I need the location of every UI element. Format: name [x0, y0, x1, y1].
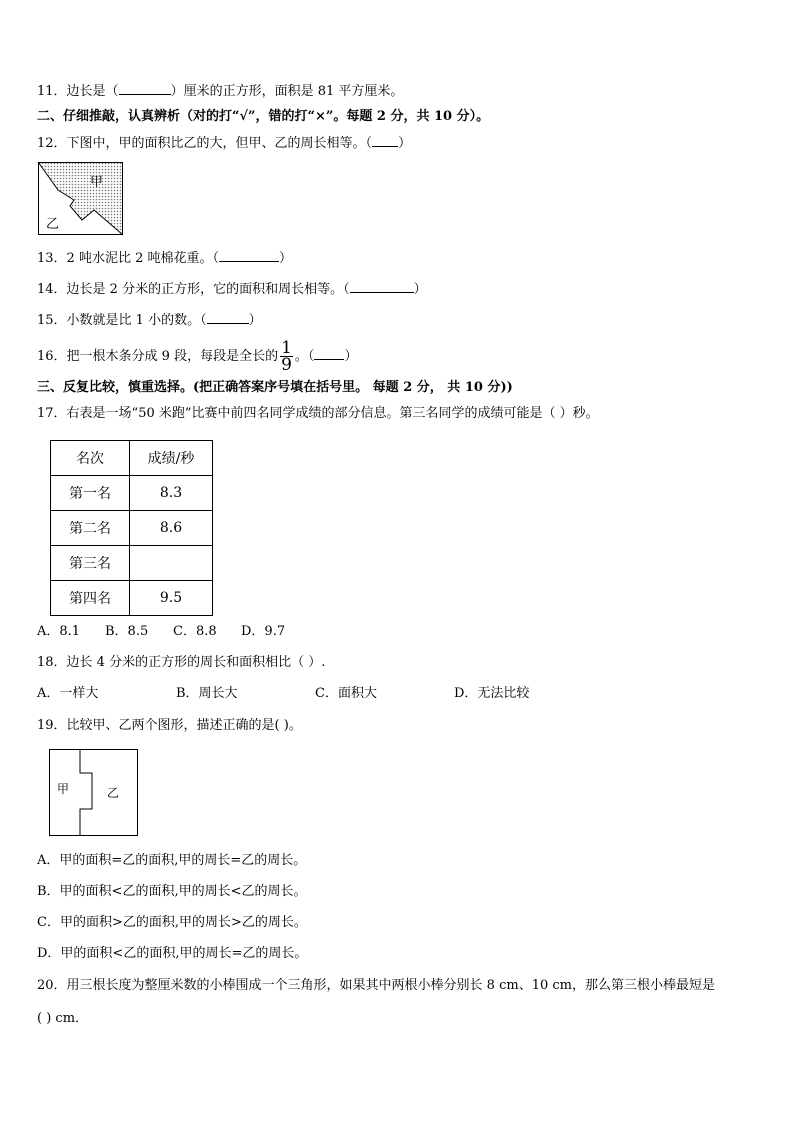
table-row [51, 511, 213, 546]
question-17 [37, 405, 599, 423]
question-number: 13． [37, 251, 67, 266]
question-text: 边长是 2 分米的正方形，它的面积和周长相等。（ [66, 282, 350, 297]
question-19 [37, 717, 302, 735]
answer-blank[interactable] [119, 82, 171, 95]
option-d[interactable]: D．甲的面积<乙的面积,甲的周长=乙的周长。 [37, 946, 308, 961]
question-text: 用三根长度为整厘米数的小棒围成一个三角形，如果其中两根小棒分别长 8 cm、10 cm，那么第三根小棒最短是 [66, 978, 715, 993]
question-number: 16． [37, 349, 67, 364]
question-text: 2 吨水泥比 2 吨棉花重。（ [66, 251, 219, 266]
question-16 [37, 340, 357, 373]
section-2-title: 二、仔细推敲，认真辨析（对的打“√”，错的打“×”。每题 2 分，共 10 分）。 [37, 109, 490, 124]
question-number: 18． [37, 655, 67, 670]
option-d[interactable]: D．无法比较 [454, 686, 530, 701]
label-yi: 乙 [107, 786, 120, 800]
question-text: 边长 4 分米的正方形的周长和面积相比（ ）. [66, 655, 326, 670]
question-18 [37, 654, 325, 672]
question-20-answer[interactable]: ( ) cm． [37, 1011, 89, 1026]
table-cell: 第一名 [51, 476, 130, 511]
label-jia: 甲 [90, 175, 104, 190]
question-11 [37, 82, 403, 101]
table-cell: 第三名 [51, 546, 130, 581]
option-a[interactable]: A．甲的面积=乙的面积,甲的周长=乙的周长。 [37, 853, 307, 868]
option-c[interactable]: C．8.8 [173, 624, 217, 639]
question-text: 右表是一场“50 米跑”比赛中前四名同学成绩的部分信息。第三名同学的成绩可能是（ ）秒。 [66, 406, 599, 421]
question-14 [37, 280, 427, 299]
question-18-options [37, 685, 529, 703]
question-15 [37, 311, 262, 330]
table-cell: 9.5 [130, 581, 213, 616]
option-c[interactable]: C．面积大 [315, 686, 377, 701]
question-text: ）厘米的正方形，面积是 81 平方厘米。 [170, 84, 404, 99]
table-row [51, 581, 213, 616]
fraction-numerator: 1 [281, 338, 292, 358]
question-text: 比较甲、乙两个图形，描述正确的是( )。 [66, 718, 302, 733]
question-number: 19． [37, 718, 67, 733]
answer-blank[interactable] [207, 311, 249, 324]
option-b[interactable]: B．周长大 [176, 686, 238, 701]
question-number: 17． [37, 406, 67, 421]
close-paren: ） [344, 349, 358, 364]
question-13 [37, 249, 292, 268]
table-cell: 8.3 [130, 476, 213, 511]
option-a[interactable]: A．8.1 [37, 624, 81, 639]
question-20 [37, 977, 715, 995]
score-table [50, 440, 213, 616]
question-17-options [37, 623, 285, 641]
question-number: 15． [37, 313, 67, 328]
question-text: 下图中，甲的面积比乙的大，但甲、乙的周长相等。（ [66, 136, 373, 151]
option-b[interactable]: B．甲的面积<乙的面积,甲的周长<乙的周长。 [37, 884, 307, 899]
close-paren: ） [413, 282, 427, 297]
fraction-denominator: 9 [281, 355, 292, 375]
label-jia: 甲 [57, 782, 70, 796]
figure-19 [49, 749, 139, 837]
table-header-row [51, 441, 213, 476]
question-number: 20． [37, 978, 67, 993]
answer-blank[interactable] [219, 249, 279, 262]
question-number: 14． [37, 282, 67, 297]
table-row [51, 476, 213, 511]
table-cell: 第四名 [51, 581, 130, 616]
option-c[interactable]: C．甲的面积>乙的面积,甲的周长>乙的周长。 [37, 915, 307, 930]
close-paren: ） [398, 136, 412, 151]
label-yi: 乙 [46, 217, 60, 232]
close-paren: ） [279, 251, 293, 266]
option-b[interactable]: B．8.5 [105, 624, 149, 639]
table-row [51, 546, 213, 581]
table-cell: 第二名 [51, 511, 130, 546]
fraction-one-ninth [280, 340, 293, 373]
table-cell: 8.6 [130, 511, 213, 546]
question-number: 11． [37, 84, 67, 99]
question-text: 边长是（ [66, 84, 119, 99]
answer-blank[interactable] [350, 280, 414, 293]
question-text: 把一根木条分成 9 段，每段是全长的 [66, 349, 279, 364]
table-cell [130, 546, 213, 581]
section-3-title: 三、反复比较，慎重选择。(把正确答案序号填在括号里。 每题 2 分， 共 10 分)) [37, 380, 513, 395]
question-number: 12． [37, 136, 67, 151]
option-d[interactable]: D．9.7 [241, 624, 286, 639]
table-header-cell: 名次 [51, 441, 130, 476]
question-text: 。（ [294, 349, 315, 364]
table-header-cell: 成绩/秒 [130, 441, 213, 476]
close-paren: ） [248, 313, 262, 328]
question-12 [37, 134, 411, 153]
answer-blank[interactable] [314, 347, 344, 360]
figure-12 [38, 162, 124, 236]
question-text: 小数就是比 1 小的数。（ [66, 313, 207, 328]
answer-blank[interactable] [372, 134, 398, 147]
option-a[interactable]: A．一样大 [37, 686, 99, 701]
